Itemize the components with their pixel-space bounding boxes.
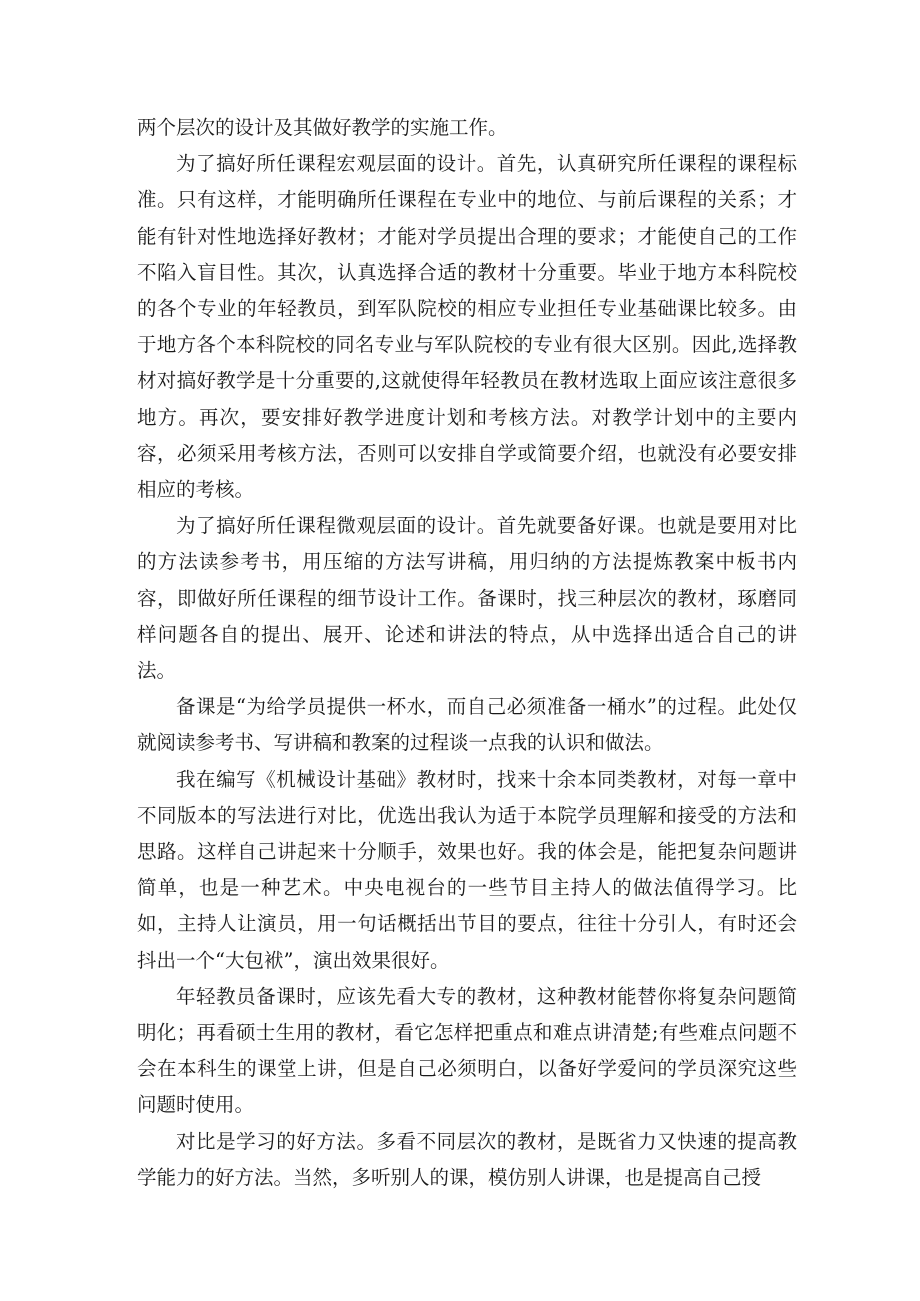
paragraph-young-teachers: 年轻教员备课时，应该先看大专的教材，这种教材能替你将复杂问题简明化；再看硕士生用的教材，看它怎样把重点和难点讲清楚;有些难点问题不会在本科生的课堂上讲，但是自己必须明白，以备好学爱问的学员深究这些问题时使用。 [137, 984, 797, 1117]
paragraph-lesson-prep: 备课是“为给学员提供一杯水，而自己必须准备一桶水”的过程。此处仅就阅读参考书、写讲稿和教案的过程谈一点我的认识和做法。 [137, 695, 797, 755]
paragraph-continuation: 两个层次的设计及其做好教学的实施工作。 [137, 116, 508, 139]
paragraph-macro-design: 为了搞好所任课程宏观层面的设计。首先，认真研究所任课程的课程标准。只有这样，才能明确所任课程在专业中的地位、与前后课程的关系；才能有针对性地选择好教材；才能对学员提出合理的要求；才能使自己的工作不陷入盲目性。其次，认真选择合适的教材十分重要。毕业于地方本科院校的各个专业的年轻教员，到军队院校的相应专业担任专业基础课比较多。由于地方各个本科院校的同名专业与军队院校的专业有很大区别。因此,选择教材对搞好教学是十分重要的,这就使得年轻教员在教材选取上面应该注意很多地方。再次，要安排好教学进度计划和考核方法。对教学计划中的主要内容，必须采用考核方法，否则可以安排自学或简要介绍，也就没有必要安排相应的考核。 [137, 152, 797, 502]
paragraph-textbook-writing: 我在编写《机械设计基础》教材时，找来十余本同类教材，对每一章中不同版本的写法进行对比，优选出我认为适于本院学员理解和接受的方法和思路。这样自己讲起来十分顺手，效果也好。我的体会是，能把复杂问题讲简单，也是一种艺术。中央电视台的一些节目主持人的做法值得学习。比如，主持人让演员，用一句话概括出节目的要点，往往十分引人，有时还会抖出一个“大包袱”，演出效果很好。 [137, 767, 797, 972]
paragraph-comparison-method: 对比是学习的好方法。多看不同层次的教材，是既省力又快速的提高教学能力的好方法。当然，多听别人的课，模仿别人讲课，也是提高自己授 [137, 1129, 797, 1189]
document-body [137, 110, 797, 1196]
paragraph-micro-design: 为了搞好所任课程微观层面的设计。首先就要备好课。也就是要用对比的方法读参考书，用压缩的方法写讲稿，用归纳的方法提炼教案中板书内容，即做好所任课程的细节设计工作。备课时，找三种层次的教材，琢磨同样问题各自的提出、展开、论述和讲法的特点，从中选择出适合自己的讲法。 [137, 514, 797, 683]
